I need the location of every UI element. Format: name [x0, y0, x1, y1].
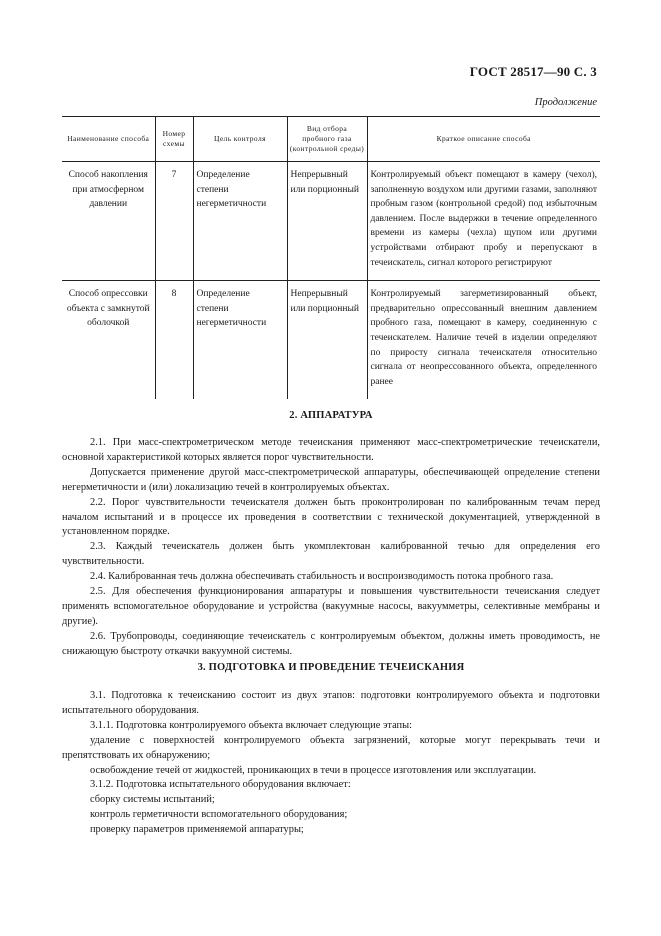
table-header-row: [62, 117, 600, 162]
paragraph: освобождение течей от жидкостей, проникающих в течи в процессе изготовления или эксплуатации.: [90, 764, 537, 776]
cell-sampling-type: Непрерывный или порционный: [287, 162, 367, 281]
paragraph: 2.6. Трубопроводы, соединяющие течеискатель с контролируемым объектом, должны иметь проводимость, не снижающую быстроту откачки вакуумной системы.: [62, 630, 600, 657]
paragraph: Допускается применение другой масс-спектрометрической аппаратуры, обеспечивающей определение степени негерметичности и (или) локализацию течей в контролируемых объектах.: [62, 466, 600, 493]
table-continued-label: Продолжение: [534, 97, 597, 108]
cell-control-goal: Определение степени негерметичности: [193, 281, 287, 400]
paragraph: проверку параметров применяемой аппаратуры;: [90, 824, 304, 836]
paragraph: сборку системы испытаний;: [90, 794, 215, 806]
cell-method-name: Способ накопления при атмосферном давлении: [62, 162, 155, 281]
paragraph: 2.4. Калиброванная течь должна обеспечивать стабильность и воспроизводимость потока пробного газа.: [90, 571, 554, 583]
methods-table: [62, 116, 600, 399]
col-header-description: Краткое описание способа: [367, 117, 600, 162]
col-header-name: Наименование способа: [62, 117, 155, 162]
col-header-sampling: Вид отбора пробного газа (контрольной среды): [287, 117, 367, 162]
paragraph: удаление с поверхностей контролируемого объекта загрязнений, которые могут перекрывать течи и препятствовать их обнаружению;: [62, 734, 600, 761]
cell-scheme-number: 7: [155, 162, 193, 281]
paragraph: 2.2. Порог чувствительности течеискателя должен быть проконтролирован по калиброванным течам перед началом испытаний и в процессе их проведения в соответствии с технической документацией, утвержденной в установленном порядке.: [62, 496, 600, 538]
paragraph: контроль герметичности вспомогательного оборудования;: [90, 809, 348, 821]
paragraph: 3.1. Подготовка к течеисканию состоит из двух этапов: подготовки контролируемого объекта и подготовки испытательного оборудования.: [62, 690, 600, 716]
cell-sampling-type: Непрерывный или порционный: [287, 281, 367, 400]
cell-scheme-number: 8: [155, 281, 193, 400]
cell-description: Контролируемый загерметизированный объект, предварительно опрессованный внешним давлением пробного газа, помещают в камеру, соединенную с течеискателем. Наличие течей в изделии определяют по приросту сигнала течеискателя относительно сигнала от неопрессованного объекта, определенного ранее: [367, 281, 600, 400]
section-apparatus-body: [62, 436, 600, 660]
page-header: ГОСТ 28517—90 С. 3: [469, 64, 597, 79]
table-row: [62, 281, 600, 400]
paragraph: 2.5. Для обеспечения функционирования аппаратуры и повышения чувствительности течеискания следует применять вспомогательное оборудование и устройства (вакуумные насосы, вакуумметры, селективные мембраны и другие).: [62, 586, 600, 627]
paragraph: 2.1. При масс-спектрометрическом методе течеискания применяют масс-спектрометрические течеискатели, основной характеристикой которых является порог чувствительности.: [62, 437, 600, 463]
cell-control-goal: Определение степени негерметичности: [193, 162, 287, 281]
cell-description: Контролируемый объект помещают в камеру (чехол), заполненную воздухом или другими газами, заполняют пробным газом (контрольной средой) под избыточным давлением. После выдержки в течение определенного времени из камеры (чехла) щупом или другими устройствами отбирают пробу и перепускают в течеискатель, сигнал которого регистрируют: [367, 162, 600, 281]
section-heading-preparation: 3. ПОДГОТОВКА И ПРОВЕДЕНИЕ ТЕЧЕИСКАНИЯ: [197, 662, 465, 673]
cell-method-name: Способ опрессовки объекта с замкнутой оболочкой: [66, 289, 150, 329]
paragraph: 3.1.1. Подготовка контролируемого объекта включает следующие этапы:: [90, 719, 412, 731]
paragraph: 2.3. Каждый течеискатель должен быть укомплектован калиброванной течью для определения его чувствительности.: [62, 541, 600, 568]
section-heading-apparatus: 2. АППАРАТУРА: [289, 410, 373, 421]
table-row: [62, 162, 600, 281]
col-header-goal: Цель контроля: [193, 117, 287, 162]
paragraph: 3.1.2. Подготовка испытательного оборудования включает:: [90, 779, 351, 791]
section-preparation-body: [62, 689, 600, 838]
col-header-number: Номер схемы: [155, 117, 193, 162]
